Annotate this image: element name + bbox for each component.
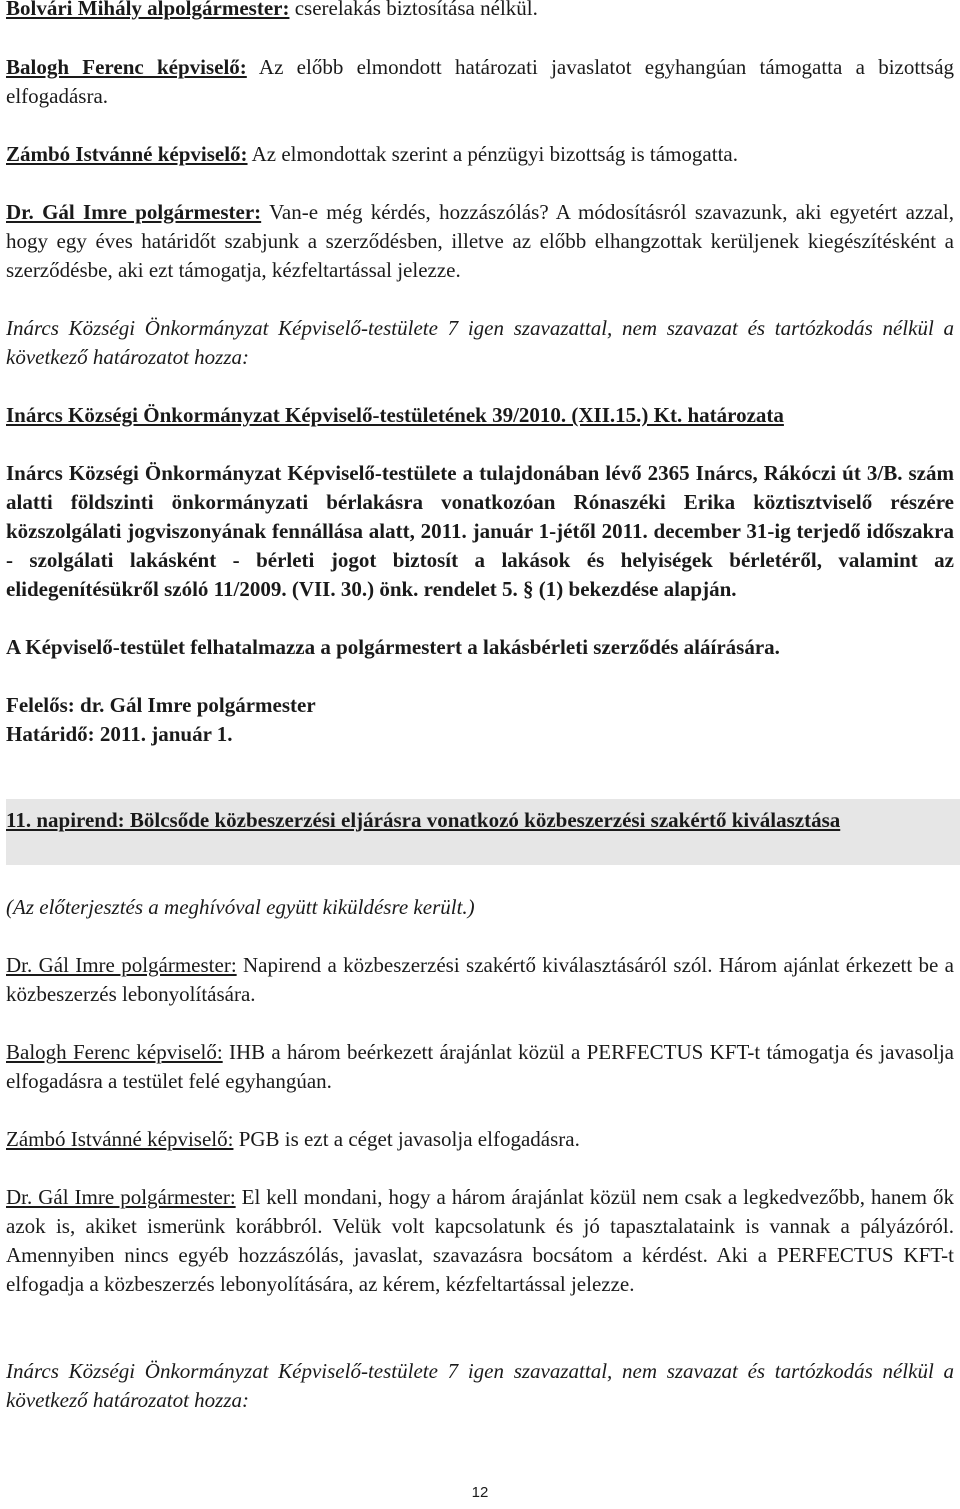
speaker-label: Zámbó Istvánné képviselő: xyxy=(6,142,248,166)
speaker-label: Dr. Gál Imre polgármester: xyxy=(6,1185,236,1209)
paragraph-balogh-1 xyxy=(6,53,954,111)
paragraph-text: IHB a három beérkezett árajánlat közül a PERFECTUS KFT-t támogatja és javasolja elfogadásra a testület felé egyhangúan. xyxy=(6,1040,954,1093)
speaker-label: Balogh Ferenc képviselő: xyxy=(6,55,247,79)
paragraph-text: Van-e még kérdés, hozzászólás? A módosításról szavazunk, aki egyetért azzal, hogy egy éves határidőt szabjunk a szerződésben, illetve az előbb elhangzottak kerüljenek kiegészítésként a szerződésbe, aki ezt támogatja, kézfeltartással jelezze. xyxy=(6,200,954,282)
resolution-body: Inárcs Községi Önkormányzat Képviselő-testülete a tulajdonában lévő 2365 Inárcs, Rákóczi út 3/B. szám alatti földszinti önkormányzati bérlakásra vonatkozóan Rónaszéki Erika köztisztviselő részére közszolgálati jogviszonyának fennállása alatt, 2011. január 1-jétől 2011. december 31-ig terjedő időszakra - szolgálati lakásként - bérleti jogot biztosít a lakások és helyiségek bérletéről, valamint az elidegenítésükről szóló 11/2009. (VII. 30.) önk. rendelet 5. § (1) bekezdése alapján. xyxy=(6,461,954,601)
paragraph-gal-2 xyxy=(6,951,954,1009)
agenda-heading: 11. napirend: Bölcsőde közbeszerzési eljárásra vonatkozó közbeszerzési szakértő kiválasztása xyxy=(6,808,841,832)
resolution-authorization: A Képviselő-testület felhatalmazza a polgármestert a lakásbérleti szerződés aláírására. xyxy=(6,635,780,659)
paragraph-text: Napirend a közbeszerzési szakértő kiválasztásáról szól. Három ajánlat érkezett be a közbeszerzés lebonyolítására. xyxy=(6,953,954,1006)
paragraph-gal-1 xyxy=(6,198,954,285)
page-number: 12 xyxy=(471,1484,489,1501)
speaker-label: Zámbó Istvánné képviselő: xyxy=(6,1127,234,1151)
submission-note: (Az előterjesztés a meghívóval együtt kiküldésre került.) xyxy=(6,895,475,919)
paragraph-text: Az előbb elmondott határozati javaslatot egyhangúan támogatta a bizottság elfogadásra. xyxy=(6,55,955,108)
paragraph-zambo-2 xyxy=(6,1125,954,1154)
speaker-label: Dr. Gál Imre polgármester: xyxy=(6,953,237,977)
paragraph-text: Az elmondottak szerint a pénzügyi bizottság is támogatta. xyxy=(247,142,738,166)
speaker-label: Balogh Ferenc képviselő: xyxy=(6,1040,223,1064)
paragraph-text: cserelakás biztosítása nélkül. xyxy=(289,0,538,20)
paragraph-text: PGB is ezt a céget javasolja elfogadásra. xyxy=(233,1127,580,1151)
paragraph-text: El kell mondani, hogy a három árajánlat közül nem csak a legkedvezőbb, hanem ők azok is, akiket ismerünk korábbról. Velük volt kapcsolatunk és jó tapasztalataink is vannak a pályázóról. Amennyiben nincs egyéb hozzászólás, javaslat, szavazásra bocsátom a kérdést. Aki a PERFECTUS KFT-t elfogadja a közbeszerzés lebonyolítására, az kérem, kézfeltartással jelezze. xyxy=(6,1185,954,1296)
vote-statement-1: Inárcs Községi Önkormányzat Képviselő-testülete 7 igen szavazattal, nem szavazat és tartózkodás nélkül a következő határozatot hozza: xyxy=(6,316,954,369)
paragraph-gal-3 xyxy=(6,1183,954,1299)
resolution-title: Inárcs Községi Önkormányzat Képviselő-testületének 39/2010. (XII.15.) Kt. határozata xyxy=(6,403,784,427)
speaker-label: Dr. Gál Imre polgármester: xyxy=(6,200,262,224)
paragraph-balogh-2 xyxy=(6,1038,954,1096)
responsible-line: Felelős: dr. Gál Imre polgármester xyxy=(6,693,316,717)
paragraph-bolvari xyxy=(6,0,954,23)
vote-statement-2: Inárcs Községi Önkormányzat Képviselő-testülete 7 igen szavazattal, nem szavazat és tartózkodás nélkül a következő határozatot hozza: xyxy=(6,1359,954,1412)
paragraph-zambo-1 xyxy=(6,140,954,169)
speaker-label: Bolvári Mihály alpolgármester: xyxy=(6,0,290,20)
deadline-line: Határidő: 2011. január 1. xyxy=(6,722,233,746)
